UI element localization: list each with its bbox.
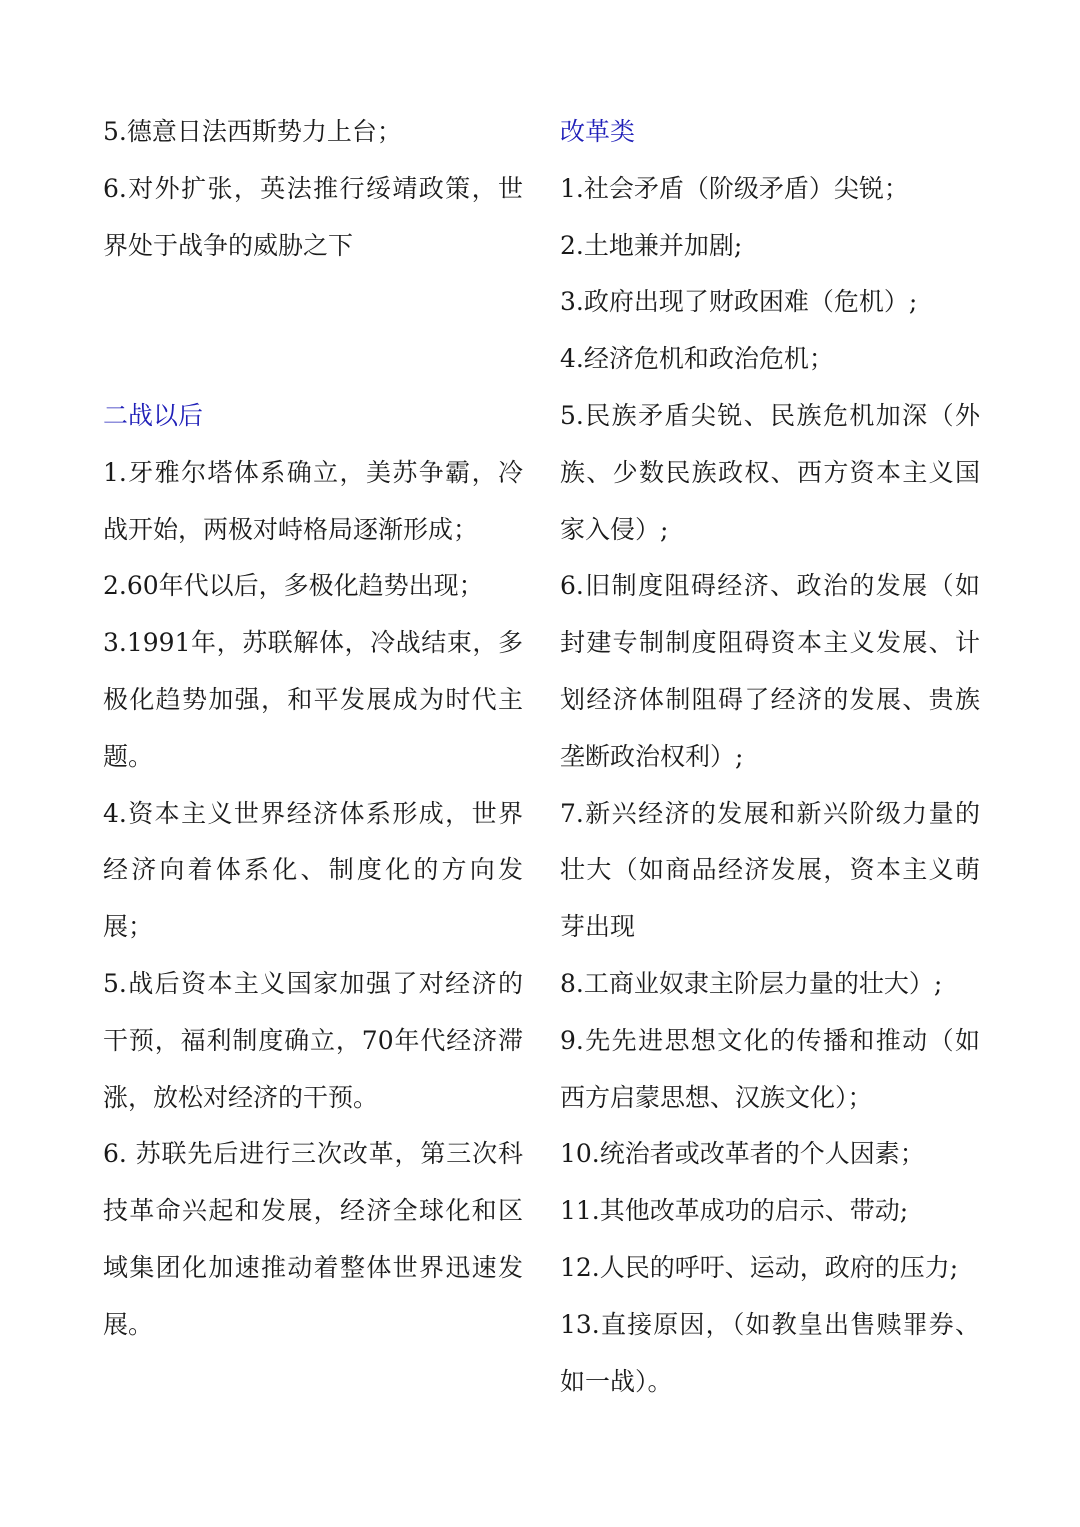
list-item: 6.对外扩张，英法推行绥靖政策，世界处于战争的威胁之下 bbox=[103, 173, 523, 260]
list-item: 2.土地兼并加剧; bbox=[560, 230, 743, 260]
list-item: 11.其他改革成功的启示、带动; bbox=[560, 1196, 909, 1226]
list-item: 6.旧制度阻碍经济、政治的发展（如封建专制制度阻碍资本主义发展、计划经济体制阻碍了经济的发展、贵族垄断政治权利）; bbox=[560, 571, 980, 771]
list-item: 7.新兴经济的发展和新兴阶级力量的壮大（如商品经济发展，资本主义萌芽出现 bbox=[560, 798, 980, 942]
right-column bbox=[560, 104, 980, 1410]
list-item: 1.牙雅尔塔体系确立，美苏争霸，冷战开始，两极对峙格局逐渐形成； bbox=[103, 457, 523, 544]
section-title-reform: 改革类 bbox=[560, 117, 636, 146]
list-item: 4.经济危机和政治危机； bbox=[560, 344, 834, 374]
list-item: 4.资本主义世界经济体系形成，世界经济向着体系化、制度化的方向发展； bbox=[103, 798, 523, 942]
list-item: 5.战后资本主义国家加强了对经济的干预，福利制度确立，70年代经济滞涨，放松对经济的干预。 bbox=[103, 968, 523, 1112]
list-item: 2.60年代以后，多极化趋势出现； bbox=[103, 571, 484, 601]
section-spacer bbox=[103, 274, 523, 388]
list-item: 5.民族矛盾尖锐、民族危机加深（外族、少数民族政权、西方资本主义国家入侵）; bbox=[560, 400, 980, 544]
list-item: 3.1991年，苏联解体，冷战结束，多极化趋势加强，和平发展成为时代主题。 bbox=[103, 628, 523, 771]
list-item: 10.统治者或改革者的个人因素； bbox=[560, 1139, 925, 1169]
list-item: 5.德意日法西斯势力上台； bbox=[103, 117, 402, 146]
list-item: 12.人民的呼吁、运动，政府的压力; bbox=[560, 1252, 959, 1282]
list-item: 1.社会矛盾（阶级矛盾）尖锐； bbox=[560, 173, 909, 203]
list-item: 13.直接原因，（如教皇出售赎罪券、如一战）。 bbox=[560, 1309, 980, 1396]
list-item: 3.政府出现了财政困难（危机）; bbox=[560, 287, 918, 317]
list-item: 9.先先进思想文化的传播和推动（如西方启蒙思想、汉族文化）； bbox=[560, 1025, 980, 1112]
list-item: 8.工商业奴隶主阶层力量的壮大）; bbox=[560, 968, 943, 998]
left-column bbox=[103, 104, 523, 1354]
list-item: 6. 苏联先后进行三次改革，第三次科技革命兴起和发展，经济全球化和区域集团化加速推动着整体世界迅速发展。 bbox=[103, 1139, 523, 1339]
section-title-postwar: 二战以后 bbox=[103, 400, 204, 430]
